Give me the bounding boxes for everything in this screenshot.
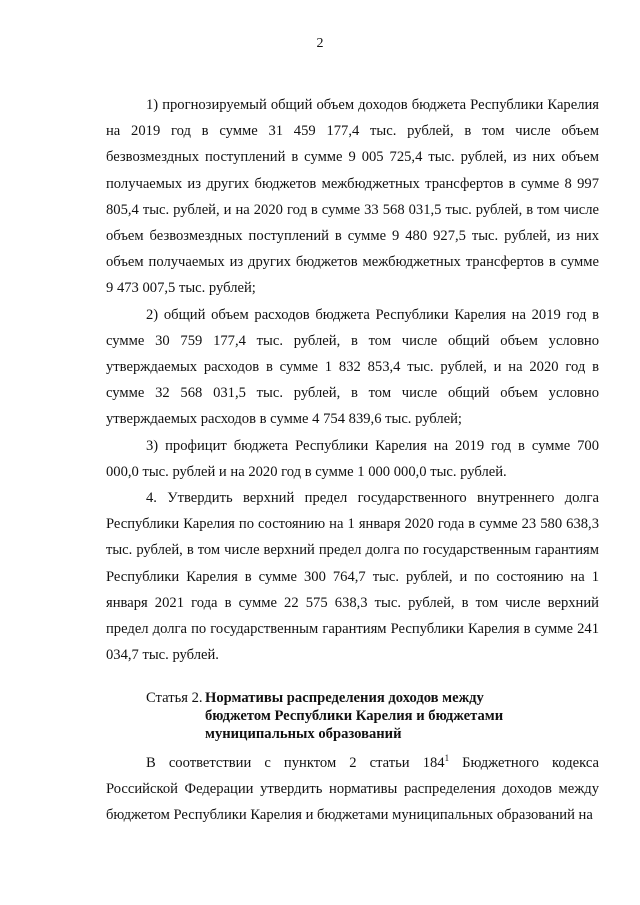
paragraph-surplus: 3) профицит бюджета Республики Карелия на 2019 год в сумме 700 000,0 тыс. рублей и на 2020 год в сумме 1 000 000,0 тыс. рублей. xyxy=(106,437,599,480)
paragraph-revenue: 1) прогнозируемый общий объем доходов бюджета Республики Карелия на 2019 год в сумме 31 459 177,4 тыс. рублей, в том числе объем безвозмездных поступлений в сумме 9 005 725,4 тыс. рублей, из них объем получаемых из других бюджетов межбюджетных трансфертов в сумме 8 997 805,4 тыс. рублей, и на 2020 год в сумме 33 568 031,5 тыс. рублей, в том числе объем безвозмездных поступлений в сумме 9 480 927,5 тыс. рублей, из них объем получаемых из других бюджетов межбюджетных трансфертов в сумме 9 473 007,5 тыс. рублей; xyxy=(106,97,599,297)
article-title: Нормативы распределения доходов между бюджетом Республики Карелия и бюджетами муниципальных образований xyxy=(205,690,504,742)
article-superscript: 1 xyxy=(444,753,450,764)
paragraph-expenses: 2) общий объем расходов бюджета Республики Карелия на 2019 год в сумме 30 759 177,4 тыс. рублей, в том числе общий объем условно утверждаемых расходов в сумме 1 832 853,4 тыс. рублей, и на 2020 год в сумме 32 568 031,5 тыс. рублей, в том числе общий объем условно утверждаемых расходов в сумме 4 754 839,6 тыс. рублей; xyxy=(106,306,599,428)
article-body xyxy=(106,750,599,829)
article-label: Статья 2. xyxy=(146,690,203,706)
article-paragraph xyxy=(106,750,599,829)
article-heading xyxy=(146,689,606,743)
page-number: 2 xyxy=(316,36,324,51)
paragraph-debt-limit: 4. Утвердить верхний предел государственного внутреннего долга Республики Карелия по состоянию на 1 января 2020 года в сумме 23 580 638,3 тыс. рублей, в том числе верхний предел долга по государственным гарантиям Республики Карелия в сумме 300 764,7 тыс. рублей, и по состоянию на 1 января 2021 года в сумме 22 575 638,3 тыс. рублей, в том числе верхний предел долга по государственным гарантиям Республики Карелия в сумме 241 034,7 тыс. рублей. xyxy=(106,490,599,664)
document-body xyxy=(106,92,599,668)
article-text-start: В соответствии с пунктом 2 статьи 184 xyxy=(146,755,445,771)
article-text-end: Бюджетного кодекса Российской Федерации утвердить нормативы распределения доходов между бюджетом Республики Карелия и бюджетами муниципальных образований на xyxy=(106,755,599,824)
